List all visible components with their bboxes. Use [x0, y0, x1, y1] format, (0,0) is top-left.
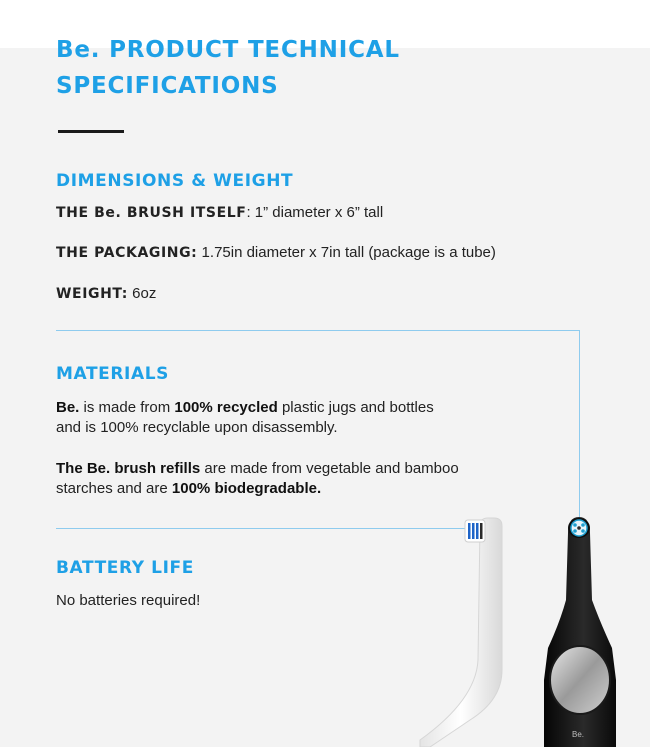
white-brush [420, 518, 502, 747]
brand-name: Be. [56, 399, 80, 416]
brush-dimensions-value: : 1” diameter x 6” tall [246, 204, 384, 221]
battery-heading: BATTERY LIFE [56, 558, 194, 578]
battery-text: No batteries required! [56, 592, 201, 609]
page-title-line-1: Be. PRODUCT TECHNICAL [56, 37, 400, 63]
page-title-line-2: SPECIFICATIONS [56, 73, 279, 99]
weight-label: WEIGHT: [56, 286, 129, 302]
materials-text: is made from [79, 399, 175, 416]
brush-dimensions-label: THE Be. BRUSH ITSELF [56, 205, 247, 221]
materials-heading: MATERIALS [56, 364, 170, 384]
black-brush [544, 517, 616, 747]
packaging-value: 1.75in diameter x 7in tall (package is a tube) [197, 244, 496, 261]
weight-value: 6oz [128, 285, 157, 302]
brush-logo: Be. [571, 730, 585, 739]
materials-text: plastic jugs and bottles [277, 399, 434, 416]
dimensions-heading: DIMENSIONS & WEIGHT [56, 171, 294, 191]
materials-text: starches and are [56, 480, 172, 497]
materials-text: and is 100% recyclable upon disassembly. [56, 419, 338, 436]
biodegradable-highlight: 100% biodegradable. [171, 480, 322, 497]
refills-highlight: The Be. brush refills [56, 460, 201, 477]
packaging-label: THE PACKAGING: [56, 245, 198, 261]
materials-text: are made from vegetable and bamboo [200, 460, 459, 477]
recycled-highlight: 100% recycled [174, 399, 278, 416]
